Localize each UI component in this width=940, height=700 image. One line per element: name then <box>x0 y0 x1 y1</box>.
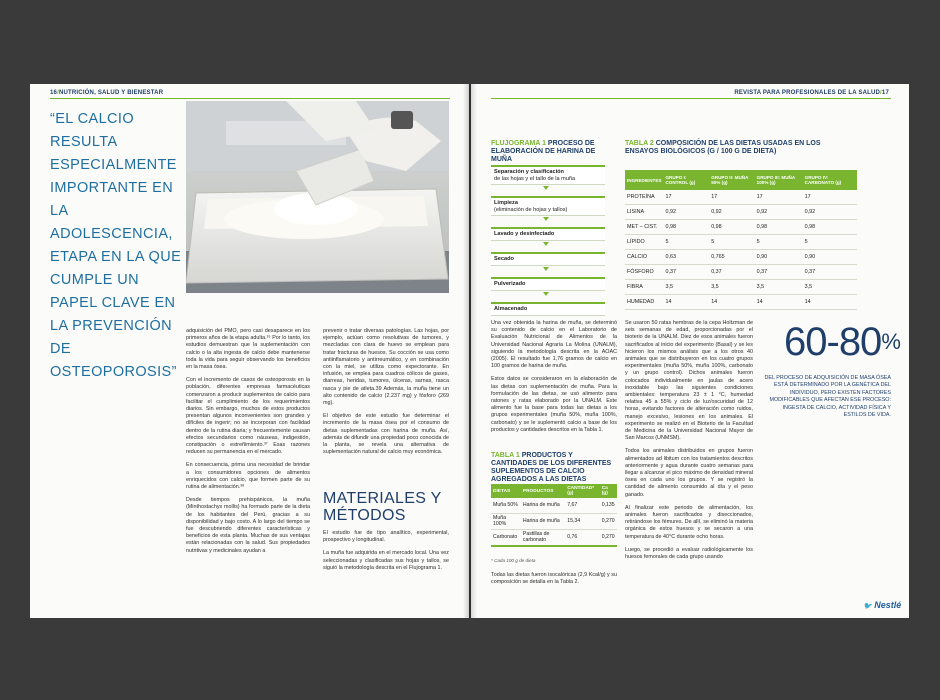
cell: 0,765 <box>709 250 754 265</box>
table-row <box>625 235 857 250</box>
table-row <box>625 280 857 295</box>
flow-step-sub: (eliminación de hojas y tallos) <box>494 207 568 213</box>
paragraph: Se usaron 50 ratas hembras de la cepa Holtzman de seis semanas de edad, proporcionadas por el bioterio de la UNALM. Diez de esos animales fueron sacrificados al inicio del experimento (Basal) y se les hicieron los mismos análisis que a los otros 40 animales que se distribuyeron en los cuatro grupos experimentales (muña 50%, muña 100%, carbonato y un grupo control). Dichos animales fueron colocados individualmente en jaulas de acero inoxidable bajo las siguientes condiciones ambientales: temperatura 23 ± 1 °C, humedad relativa 45 a 55% y ciclo de luz/oscuridad de 12 horas, evitando factores de alteración como ruidos, manejo excesivo, lesiones en los animales. El experimento se realizó en el Bioterio de la Facultad de Medicina de la Universidad Nacional Mayor de San Marcos (UNMSM). <box>625 320 753 442</box>
arrow-down-icon <box>543 217 549 221</box>
body-column-b <box>625 320 753 567</box>
section-title: MATERIALES Y MÉTODOS <box>323 490 442 524</box>
pull-quote: “EL CALCIO RESULTA ESPECIALMENTE IMPORTANTE EN LA ADOLESCENCIA, ETAPA EN LA QUE CUMPLE UN PAPEL CLAVE EN LA PREVENCIÓN DE OSTEOPOROSIS” <box>50 111 182 380</box>
column-header: GRUPO I: CONTROL (g) <box>663 170 709 190</box>
cell: 7,67 <box>565 498 599 514</box>
flow-step <box>491 227 605 241</box>
arrow-down-icon <box>543 292 549 296</box>
paragraph: El estudio fue de tipo analítico, experimental, prospectivo y longitudinal. <box>323 530 449 544</box>
table-row <box>625 190 857 205</box>
header-rule <box>491 98 891 99</box>
paragraph: Todas las dietas fueron isocalóricas (2,9 Kcal/g) y su composición se detalla en la Tabla 2. <box>491 572 617 586</box>
cell: 0,92 <box>803 205 857 220</box>
table1-title <box>491 452 619 484</box>
section-name: REVISTA PARA PROFESIONALES DE LA SALUD <box>734 90 881 96</box>
body-column-a-after <box>491 572 617 592</box>
paragraph: La muña fue adquirida en el mercado local. Una vez seleccionadas y clasificadas sus hojas y tallos, se siguió la metodología descrita en el Flujograma 1. <box>323 550 449 571</box>
table-header-row <box>625 170 857 190</box>
flow-step-title: Limpieza <box>494 200 518 206</box>
column-header: CANTIDAD* (g) <box>565 484 599 498</box>
cell: CALCIO <box>625 250 663 265</box>
photo-illustration <box>186 101 449 293</box>
cell: Harina de muña <box>521 514 565 530</box>
cell: Muña 100% <box>491 514 521 530</box>
column-header: GRUPO IV: CARBONATO (g) <box>803 170 857 190</box>
table-row <box>491 498 617 514</box>
cell: 15,34 <box>565 514 599 530</box>
paragraph: prevenir o tratar diversas patologías. Las hojas, por ejemplo, actúan como resolutivas de tumores, y mezcladas con clara de huevo se emplean para tratar fracturas de huesos. Su cocción se usa como antiinflamatorio y antirreumático, y en combinación con la miel, se utiliza como expectorante. En infusión, se emplea para cuadros cólicos de gases, diarreas, heridas, tumores, úlceras, sarnas, rasca rasca y pie de atleta.39 Además, la muña tiene un alto contenido de calcio (2.237 mg) y fósforo (269 mg). <box>323 328 449 407</box>
cell: 0,37 <box>803 265 857 280</box>
cell: FIBRA <box>625 280 663 295</box>
cell: Pastillas de carbonato <box>521 530 565 547</box>
flow-step <box>491 165 605 185</box>
paragraph: Estos datos se consideraron en la elaboración de las dietas con suplementación de muña. Para la formulación de las dietas, se usó alimento para ratones y ratas elaborado por la UNALM. Este alimento fue la base para todas las dietas a los grupos experimentales (muña 50%, muña 100%, carbonato) y se le suplementó calcio a base de los productos y cantidades descritos en la Tabla 1. <box>491 376 617 433</box>
paragraph: En consecuencia, prima una necesidad de brindar a los consumidores opciones de alimentos enriquecidos con calcio, que formen parte de su rutina de alimentación.³⁸ <box>186 462 310 491</box>
table2-label: TABLA 2 <box>625 140 654 147</box>
table1-heading: PRODUCTOS Y CANTIDADES DE LOS DIFERENTES SUPLEMENTOS DE CALCIO AGREGADOS A LAS DIETAS <box>491 452 612 483</box>
cell: HUMEDAD <box>625 295 663 310</box>
page-number: 16 <box>50 90 58 96</box>
flow-step <box>491 277 605 291</box>
cell: Muña 50% <box>491 498 521 514</box>
flow-step-title: Separación y clasificación <box>494 169 564 175</box>
cell: 3,5 <box>803 280 857 295</box>
table2-heading: COMPOSICIÓN DE LAS DIETAS USADAS EN LOS ENSAYOS BIOLÓGICOS (G / 100 G DE DIETA) <box>625 140 821 155</box>
flowchart-title <box>491 140 611 164</box>
cell: 0,37 <box>709 265 754 280</box>
cell: 0,92 <box>663 205 709 220</box>
cell: MET – CIST. <box>625 220 663 235</box>
cell: 3,5 <box>709 280 754 295</box>
cell: Harina de muña <box>521 498 565 514</box>
table-1 <box>491 484 617 547</box>
paragraph: Al finalizar este periodo de alimentación, los animales fueron sacrificados y diseccionados, retirándose los fémures. De allí, se eliminó la materia orgánica de estos huesos y se secaron a una temperatura de 40°C durante ocho horas. <box>625 504 753 540</box>
cell: LÍPIDO <box>625 235 663 250</box>
cell: 0,270 <box>600 514 617 530</box>
book-gutter <box>463 84 477 618</box>
cell: 17 <box>755 190 803 205</box>
cell: 0,270 <box>600 530 617 547</box>
flow-step-title: Almacenado <box>494 306 528 312</box>
section-name: NUTRICIÓN, SALUD Y BIENESTAR <box>58 90 164 96</box>
column-header: GRUPO II: MUÑA 50% (g) <box>709 170 754 190</box>
cell: 0,92 <box>709 205 754 220</box>
cell: 0,98 <box>663 220 709 235</box>
column-header: GRUPO III: MUÑA 100% (g) <box>755 170 803 190</box>
paragraph: Desde tiempos prehispánicos, la muña (Minthostachys mollis) ha formado parte de la dieta de los habitantes del Perú, gracias a su disponibilidad y bajo costo. A lo largo del tiempo se fue descubriendo diferentes características y beneficios de esta planta. Muchas de sus ventajas están relacionadas con la salud. Sus propiedades nutritivas y medicinales ayudan a <box>186 497 310 554</box>
cell: 14 <box>663 295 709 310</box>
column-header: INGREDIENTES <box>625 170 663 190</box>
right-page <box>471 84 909 618</box>
column-header: DIETAS <box>491 484 521 498</box>
cell: 17 <box>709 190 754 205</box>
left-page <box>30 84 469 618</box>
table-row <box>491 514 617 530</box>
table1-label: TABLA 1 <box>491 452 520 459</box>
table-row <box>625 265 857 280</box>
statistic-value: 60-80 <box>784 320 882 364</box>
arrow-down-icon <box>543 242 549 246</box>
table-row <box>625 205 857 220</box>
brand-logo <box>863 600 901 610</box>
flow-step-title: Pulverizado <box>494 281 526 287</box>
cell: 0,98 <box>755 220 803 235</box>
key-statistic <box>784 322 900 362</box>
paragraph: El objetivo de este estudio fue determinar el incremento de la masa ósea por el consumo de dietas suplementadas con harina de muña. Así, además de difundir una propiedad poco conocida de la planta, se revela una alternativa de suplementación natural de calcio muy económica. <box>323 413 449 456</box>
cell: 5 <box>755 235 803 250</box>
body-column-2-after <box>323 530 449 578</box>
cell: PROTEÍNA <box>625 190 663 205</box>
column-header: Ca (g) <box>600 484 617 498</box>
cell: 5 <box>709 235 754 250</box>
cell: 5 <box>803 235 857 250</box>
table-header-row <box>491 484 617 498</box>
cell: 14 <box>803 295 857 310</box>
cell: 3,5 <box>663 280 709 295</box>
cell: 0,92 <box>755 205 803 220</box>
cell: Carbonato <box>491 530 521 547</box>
body-column-a <box>491 320 617 440</box>
flow-step-title: Lavado y desinfectado <box>494 231 555 237</box>
paragraph: Luego, se procedió a evaluar radiológicamente los huesos femorales de cada grupo usando <box>625 546 753 561</box>
flowchart-heading: PROCESO DE ELABORACIÓN DE HARINA DE MUÑA <box>491 140 596 163</box>
table1-footnote: * Cada 100 g de dieta <box>491 558 536 563</box>
table-row <box>625 295 857 310</box>
cell: 14 <box>755 295 803 310</box>
cell: 0,90 <box>755 250 803 265</box>
cell: 14 <box>709 295 754 310</box>
flow-step-sub: de las hojas y el tallo de la muña <box>494 176 576 182</box>
cell: 3,5 <box>755 280 803 295</box>
paragraph: Con el incremento de casos de osteoporosis en la población, diferentes empresas farmacéuticas comenzaron a producir suplementos de calcio para facilitar el cumplimiento de los requerimientos diarios. Sin embargo, muchos de estos productos presentan algunos inconvenientes son grandes y difíciles de ingerir; no se incorporan con facilidad dentro de la rutina diaria; y frecuentemente causan efectos secundarios como náuseas, indigestión, constipación o estreñimiento.³⁷ Esas razones reducen su permanencia en el mercado. <box>186 377 310 456</box>
body-column-1 <box>186 328 310 561</box>
photo-flour-scoop <box>186 101 449 293</box>
column-header: PRODUCTOS <box>521 484 565 498</box>
cell: FÓSFORO <box>625 265 663 280</box>
cell: 17 <box>663 190 709 205</box>
table-row <box>491 530 617 547</box>
left-header: 16/NUTRICIÓN, SALUD Y BIENESTAR <box>50 90 164 96</box>
paragraph: Todos los animales distribuidos en grupos fueron alimentados ad libitum con los tratamientos descritos anteriormente y agua durante cuatro semanas para llegar a alcanzar el pico máximo de densidad mineral ósea en cada uno los grupos. Y se registró la cantidad de alimento consumido al día y el peso ganado. <box>625 448 753 498</box>
cell: 0,98 <box>803 220 857 235</box>
cell: LISINA <box>625 205 663 220</box>
statistic-caption: DEL PROCESO DE ADQUISICIÓN DE MASA ÓSEA ESTÁ DETERMINADO POR LA GENÉTICA DEL INDIVIDUO, PERO EXISTEN FACTORES MODIFICABLES QUE AFECTAN ESE PROCESO: INGESTA DE CALCIO, ACTIVIDAD FÍSICA Y ESTILOS DE VIDA. <box>764 375 891 419</box>
right-header: REVISTA PARA PROFESIONALES DE LA SALUD/17 <box>734 90 889 96</box>
table2-title <box>625 140 825 156</box>
arrow-down-icon <box>543 186 549 190</box>
nest-icon: 🐦 <box>863 603 872 610</box>
cell: 0,90 <box>803 250 857 265</box>
cell: 17 <box>803 190 857 205</box>
cell: 0,135 <box>600 498 617 514</box>
statistic-unit: % <box>881 329 900 354</box>
table-row <box>625 220 857 235</box>
cell: 0,37 <box>755 265 803 280</box>
cell: 0,98 <box>709 220 754 235</box>
header-rule <box>50 98 450 99</box>
cell: 0,63 <box>663 250 709 265</box>
cell: 5 <box>663 235 709 250</box>
flow-step <box>491 252 605 266</box>
flow-step <box>491 196 605 216</box>
body-column-2 <box>323 328 449 462</box>
cell: 0,76 <box>565 530 599 547</box>
table-2 <box>625 170 857 310</box>
arrow-down-icon <box>543 267 549 271</box>
flow-step-title: Secado <box>494 256 514 262</box>
flowchart-label: FLUJOGRAMA 1 <box>491 140 546 147</box>
flow-step <box>491 302 605 316</box>
page-number: 17 <box>881 90 889 96</box>
cell: 0,37 <box>663 265 709 280</box>
table-row <box>625 250 857 265</box>
logo-text: Nestlé <box>874 600 902 610</box>
paragraph: adquisición del PMO, pero casi desaparece en los primeros años de la etapa adulta.¹⁶ Por lo tanto, los estudios demuestran que la suplementación con calcio o la alta ingesta de calcio debe mantenerse toda la vida para seguir observando los beneficios en la masa ósea. <box>186 328 310 371</box>
paragraph: Una vez obtenida la harina de muña, se determinó su contenido de calcio en el Laboratorio de Evaluación Nutricional de Alimentos de la Universidad Nacional Agraria La Molina (UNALM), siguiendo la metodología descrita en la AOAC (2005). El resultado fue 1,76 gramos de calcio en 100 gramos de harina de muña. <box>491 320 617 370</box>
